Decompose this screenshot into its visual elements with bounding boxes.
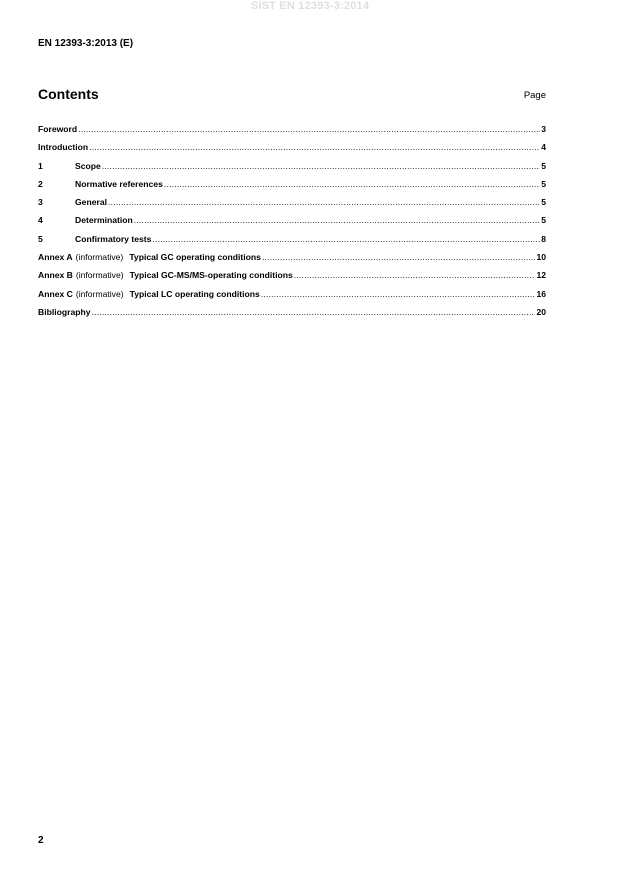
- toc-entry-page: 12: [536, 270, 546, 281]
- toc-entry-title: Confirmatory tests: [75, 233, 152, 244]
- toc-entry-introduction[interactable]: [38, 142, 546, 160]
- annex-status: (informative): [75, 270, 124, 281]
- toc-entry-page: 5: [541, 197, 546, 208]
- toc-entry-annex-c[interactable]: [38, 289, 546, 307]
- annex-label: Annex A: [38, 252, 73, 263]
- toc-entry-title: Introduction: [38, 142, 89, 153]
- toc-entry-page: 5: [541, 215, 546, 226]
- toc-entry-page: 3: [541, 124, 546, 134]
- dot-leader: [102, 161, 540, 171]
- toc-entry-title: Normative references: [75, 178, 163, 189]
- toc-entry-page: 4: [541, 142, 546, 153]
- toc-entry-page: 5: [541, 178, 546, 189]
- page-number: 2: [38, 835, 44, 846]
- watermark: SIST EN 12393-3:2014: [250, 0, 370, 12]
- toc-entry-bibliography[interactable]: [38, 307, 546, 325]
- toc-entry-confirmatory-tests[interactable]: [38, 234, 546, 252]
- annex-status: (informative): [75, 288, 124, 299]
- toc-entry-title: General: [75, 197, 108, 208]
- toc-entry-title: Typical LC operating conditions: [129, 288, 260, 299]
- contents-title: Contents: [38, 86, 99, 102]
- annex-label: Annex B: [38, 270, 73, 281]
- dot-leader: [92, 307, 536, 317]
- toc-entry-page: 5: [541, 160, 546, 171]
- toc-entry-number: 4: [38, 215, 43, 226]
- dot-leader: [78, 124, 540, 134]
- toc-entry-title: Bibliography: [38, 306, 91, 317]
- table-of-contents: [38, 124, 546, 325]
- toc-entry-number: 5: [38, 233, 43, 244]
- annex-status: (informative): [75, 252, 124, 263]
- toc-entry-annex-a[interactable]: [38, 252, 546, 270]
- toc-entry-number: 1: [38, 160, 43, 171]
- dot-leader: [164, 179, 540, 189]
- toc-entry-title: Typical GC-MS/MS-operating conditions: [129, 270, 293, 281]
- dot-leader: [89, 142, 540, 152]
- document-id: EN 12393-3:2013 (E): [38, 38, 134, 49]
- dot-leader: [108, 197, 540, 207]
- toc-entry-page: 10: [536, 252, 546, 263]
- toc-entry-page: 8: [541, 233, 546, 244]
- toc-entry-number: 2: [38, 178, 43, 189]
- toc-entry-title: Determination: [75, 215, 133, 226]
- toc-entry-foreword[interactable]: [38, 124, 546, 142]
- toc-entry-page: 16: [536, 288, 546, 299]
- dot-leader: [134, 215, 540, 225]
- toc-entry-number: 3: [38, 197, 43, 208]
- toc-entry-title: Scope: [75, 160, 101, 171]
- dot-leader: [262, 252, 536, 262]
- annex-label: Annex C: [38, 288, 73, 299]
- toc-entry-annex-b[interactable]: [38, 270, 546, 288]
- page-column-label: Page: [523, 90, 546, 101]
- toc-entry-normative-references[interactable]: [38, 179, 546, 197]
- dot-leader: [261, 289, 536, 299]
- toc-entry-title: Foreword: [38, 124, 78, 134]
- toc-entry-general[interactable]: [38, 197, 546, 215]
- toc-entry-determination[interactable]: [38, 215, 546, 233]
- toc-entry-scope[interactable]: [38, 161, 546, 179]
- toc-entry-title: Typical GC operating conditions: [129, 252, 261, 263]
- dot-leader: [294, 270, 536, 280]
- dot-leader: [152, 234, 540, 244]
- toc-entry-page: 20: [536, 306, 546, 317]
